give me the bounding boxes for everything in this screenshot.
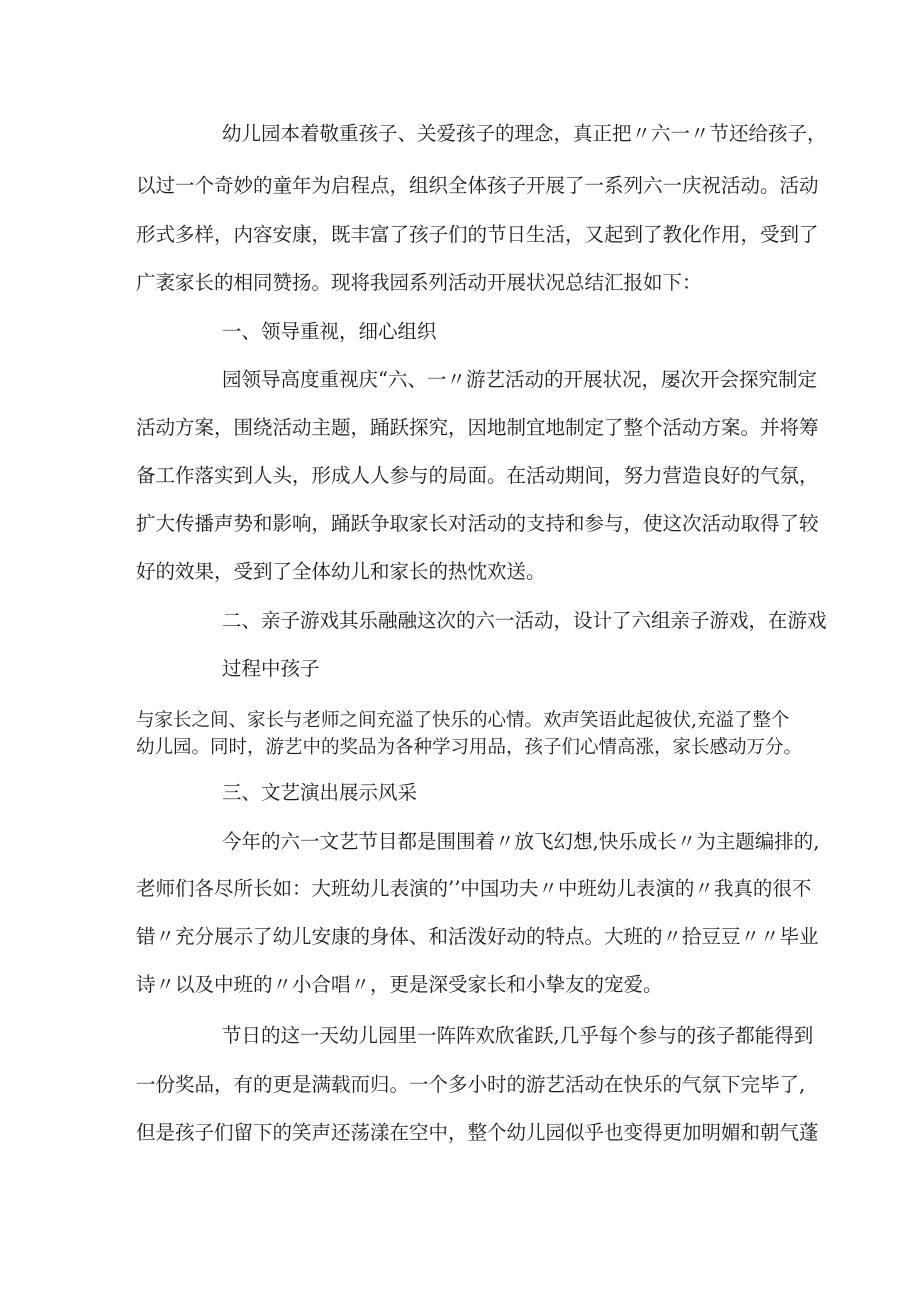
section3-line-1: 今年的六一文艺节目都是围围着〃放飞幻想,快乐成长〃为主题编排的, xyxy=(222,830,820,853)
closing-line-1: 节日的这一天幼儿园里一阵阵欢欣雀跃,几乎每个参与的孩子都能得到 xyxy=(222,1024,814,1047)
section2-heading-line-1: 二、亲子游戏其乐融融这次的六一活动，设计了六组亲子游戏，在游戏 xyxy=(222,609,827,632)
section2-line-2: 幼儿园。同时，游艺中的奖品为各种学习用品，孩子们心情高涨，家长感动万分。 xyxy=(136,737,803,758)
closing-line-3: 但是孩子们留下的笑声还荡漾在空中，整个幼儿园似乎也变得更加明媚和朝气蓬 xyxy=(136,1121,819,1144)
intro-line-3: 形式多样，内容安康，既丰富了孩子们的节日生活，又起到了教化作用，受到了 xyxy=(136,223,819,246)
section1-line-4: 扩大传播声势和影响，踊跃争取家长对活动的支持和参与，使这次活动取得了较 xyxy=(136,512,819,535)
intro-line-2: 以过一个奇妙的童年为启程点，组织全体孩子开展了一系列六一庆祝活动。活动 xyxy=(136,174,819,197)
section2-heading-line-2: 过程中孩子 xyxy=(222,657,320,680)
intro-line-1: 幼儿园本着敬重孩子、关爱孩子的理念，真正把〃六一〃节还给孩子， xyxy=(222,122,827,145)
section3-line-2: 老师们各尽所长如：大班幼儿表演的’’中国功夫〃中班幼儿表演的〃我真的很不 xyxy=(136,877,812,900)
section1-line-3: 备工作落实到人头，形成人人参与的局面。在活动期间，努力营造良好的气氛， xyxy=(136,464,819,487)
section1-line-2: 活动方案，围绕活动主题，踊跃探究，因地制宜地制定了整个活动方案。并将筹 xyxy=(136,416,819,439)
section3-line-4: 诗〃以及中班的〃小合唱〃，更是深受家长和小挚友的宠爱。 xyxy=(136,973,663,996)
section2-line-1: 与家长之间、家长与老师之间充溢了快乐的心情。欢声笑语此起彼伏,充溢了整个 xyxy=(136,710,790,731)
section3-line-3: 错〃充分展示了幼儿安康的身体、和活泼好动的特点。大班的〃拾豆豆〃〃毕业 xyxy=(136,925,819,948)
section1-line-5: 好的效果，受到了全体幼儿和家长的热忱欢送。 xyxy=(136,560,546,583)
section1-heading: 一、领导重视，细心组织 xyxy=(222,320,437,343)
closing-line-2: 一份奖品，有的更是满载而归。一个多小时的游艺活动在快乐的气氛下完毕了, xyxy=(136,1073,806,1096)
section3-heading: 三、文艺演出展示风采 xyxy=(222,781,418,804)
section1-line-1: 园领导高度重视庆“六、一〃游艺活动的开展状况，屡次开会探究制定 xyxy=(222,368,817,391)
intro-line-4: 广袤家长的相同赞扬。现将我园系列活动开展状况总结汇报如下： xyxy=(136,271,702,294)
